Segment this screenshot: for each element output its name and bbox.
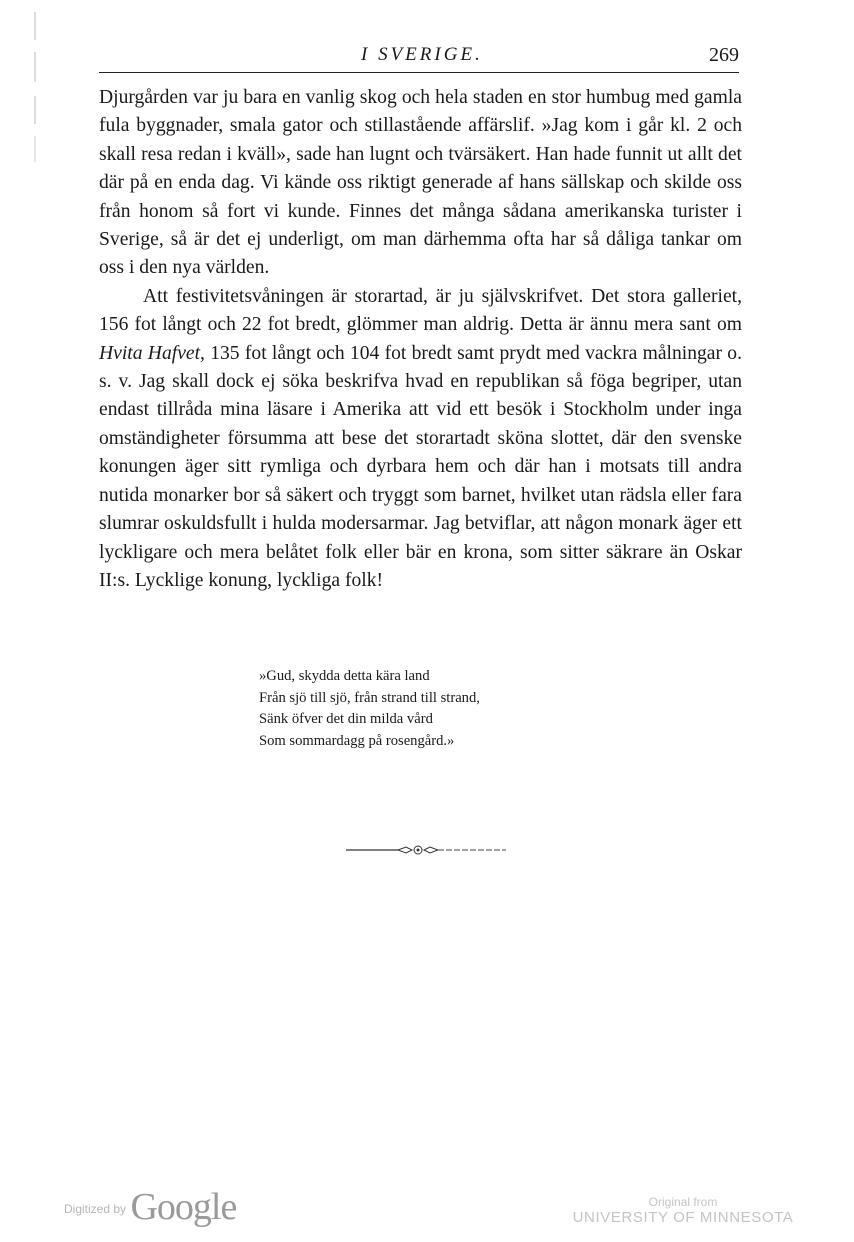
original-from-label: Original from: [648, 1195, 718, 1209]
google-logo: Google: [130, 1186, 237, 1228]
running-title: I SVERIGE.: [361, 44, 483, 65]
text-run: Djurgården var ju bara en vanlig skog och hela staden en stor humbug med gamla fula byggnader, smala gator och stillastående affärslif. »Jag kom i går kl. 2 och skall resa redan i kväll», sade han lugnt och tvärsäkert. Han hade funnit ut allt det där på en enda dag. Vi kände oss riktigt generade af hans sällskap och skilde oss från honom så fort vi kunde. Finnes det många sådana amerikanska turister i Sverige, så är det ej underligt, om man därhemma ofta har så dåliga tankar om oss i den nya världen.: [99, 87, 742, 279]
paragraph-1: [99, 84, 742, 283]
body-text: [99, 84, 742, 595]
poem-line: »Gud, skydda detta kära land: [259, 668, 430, 684]
text-run: 135 fot långt och 104 fot bredt samt prydt med vackra målningar o. s. v. Jag skall dock ej söka beskrifva hvad en republikan så föga begriper, utan endast tillråda mina läsare i Amerika att vid ett besök i Stockholm under inga omständigheter försumma att bese det storartadt sköna slottet, där den svenske konungen äger sitt rymliga och dyrbara hem och där han i motsats till andra nutida monarker bor så säkert och tryggt som barnet, hvilket utan rädsla eller fara slumrar oskuldsfullt i hulda modersarmar. Jag betviflar, att någon monark äger ett lyckligare och mera belåtet folk eller bär en krona, som sitter säkrare än Oskar II:s. Lycklige konung, lyckliga folk!: [99, 342, 742, 591]
paragraph-2: [99, 283, 742, 595]
google-watermark: [64, 1185, 236, 1229]
italic-title: Hvita Hafvet,: [99, 342, 205, 364]
poem-line: Från sjö till sjö, från strand till strand,: [259, 689, 480, 706]
poem: [259, 666, 480, 752]
text-run: Att festivitetsvåningen är storartad, är ju självskrifvet. Det stora galleriet, 156 fot långt och 22 fot bredt, glömmer man aldrig. Detta är ännu mera sant om: [99, 285, 742, 336]
poem-line: Som sommardagg på rosengård.»: [259, 732, 455, 749]
page-number: 269: [709, 44, 739, 66]
scan-margin-marks: [34, 12, 36, 182]
library-credit: [570, 1195, 796, 1226]
header-rule: [99, 72, 739, 73]
digitized-by-label: Digitized by: [64, 1202, 127, 1216]
library-name: UNIVERSITY OF MINNESOTA: [572, 1209, 794, 1226]
poem-line: Sänk öfver det din milda vård: [259, 711, 433, 727]
ornament-divider: [346, 840, 506, 860]
page-header: [99, 36, 739, 70]
